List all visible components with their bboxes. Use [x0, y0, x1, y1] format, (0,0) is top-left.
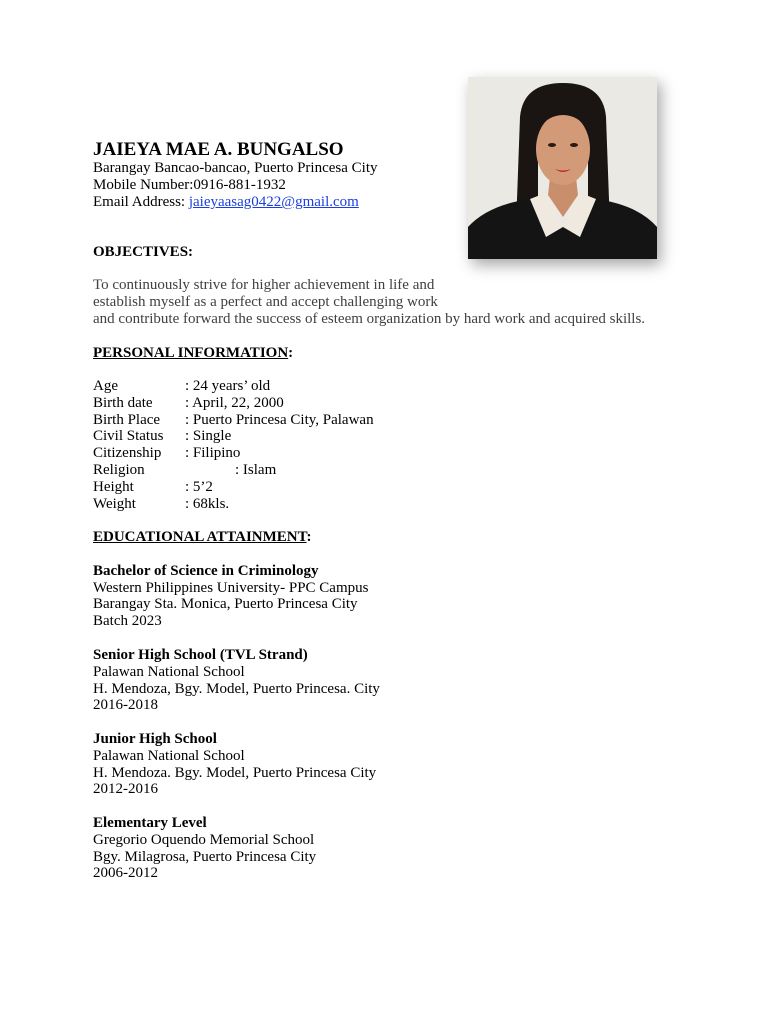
portrait-image — [468, 77, 657, 259]
education-title: Senior High School (TVL Strand) — [93, 647, 308, 663]
info-label-citizenship: Citizenship — [93, 445, 162, 461]
heading-colon: : — [306, 529, 312, 545]
info-label-religion: Religion — [93, 462, 145, 478]
education-title: Junior High School — [93, 731, 217, 747]
education-line: Gregorio Oquendo Memorial School — [93, 832, 315, 848]
education-line: Palawan National School — [93, 748, 245, 764]
education-line: H. Mendoza, Bgy. Model, Puerto Princesa. City — [93, 681, 380, 697]
info-value-height: : 5’2 — [185, 479, 213, 495]
education-line: 2006-2012 — [93, 865, 158, 881]
info-label-birth-place: Birth Place — [93, 412, 161, 428]
mobile-number: Mobile Number:0916-881-1932 — [93, 177, 286, 193]
info-value-age: : 24 years’ old — [185, 378, 271, 394]
education-title: Elementary Level — [93, 815, 207, 831]
info-label-civil-status: Civil Status — [93, 428, 164, 444]
email-link[interactable]: jaieyaasag0422@gmail.com — [188, 194, 359, 210]
email-line — [93, 194, 359, 211]
objective-line: To continuously strive for higher achievement in life and — [93, 277, 435, 293]
education-heading-text: EDUCATIONAL ATTAINMENT — [93, 529, 307, 545]
education-line: Barangay Sta. Monica, Puerto Princesa City — [93, 596, 358, 612]
objective-line: establish myself as a perfect and accept challenging work — [93, 294, 438, 310]
info-value-civil-status: : Single — [185, 428, 232, 444]
info-label-birth-date: Birth date — [93, 395, 153, 411]
email-label: Email Address: — [93, 194, 189, 210]
objectives-heading: OBJECTIVES: — [93, 244, 194, 260]
info-value-birth-date: : April, 22, 2000 — [185, 395, 284, 411]
education-line: 2016-2018 — [93, 697, 158, 713]
objective-line: and contribute forward the success of esteem organization by hard work and acquired skills. — [93, 311, 646, 327]
education-line: H. Mendoza. Bgy. Model, Puerto Princesa City — [93, 765, 377, 781]
info-value-religion: : Islam — [235, 462, 277, 478]
education-line: Bgy. Milagrosa, Puerto Princesa City — [93, 849, 317, 865]
info-label-age: Age — [93, 378, 118, 394]
education-line: Palawan National School — [93, 664, 245, 680]
education-line: Western Philippines University- PPC Campus — [93, 580, 369, 596]
applicant-name: JAIEYA MAE A. BUNGALSO — [93, 139, 344, 160]
info-value-birth-place: : Puerto Princesa City, Palawan — [185, 412, 374, 428]
info-label-height: Height — [93, 479, 134, 495]
address: Barangay Bancao-bancao, Puerto Princesa City — [93, 160, 378, 176]
info-value-citizenship: : Filipino — [185, 445, 241, 461]
education-title: Bachelor of Science in Criminology — [93, 563, 319, 579]
profile-photo — [468, 77, 657, 259]
education-line: 2012-2016 — [93, 781, 158, 797]
info-value-weight: : 68kls. — [185, 496, 230, 512]
education-line: Batch 2023 — [93, 613, 162, 629]
personal-info-heading-text: PERSONAL INFORMATION — [93, 345, 289, 361]
personal-info-heading — [93, 345, 293, 362]
info-label-weight: Weight — [93, 496, 136, 512]
education-heading — [93, 529, 312, 546]
heading-colon: : — [288, 345, 294, 361]
